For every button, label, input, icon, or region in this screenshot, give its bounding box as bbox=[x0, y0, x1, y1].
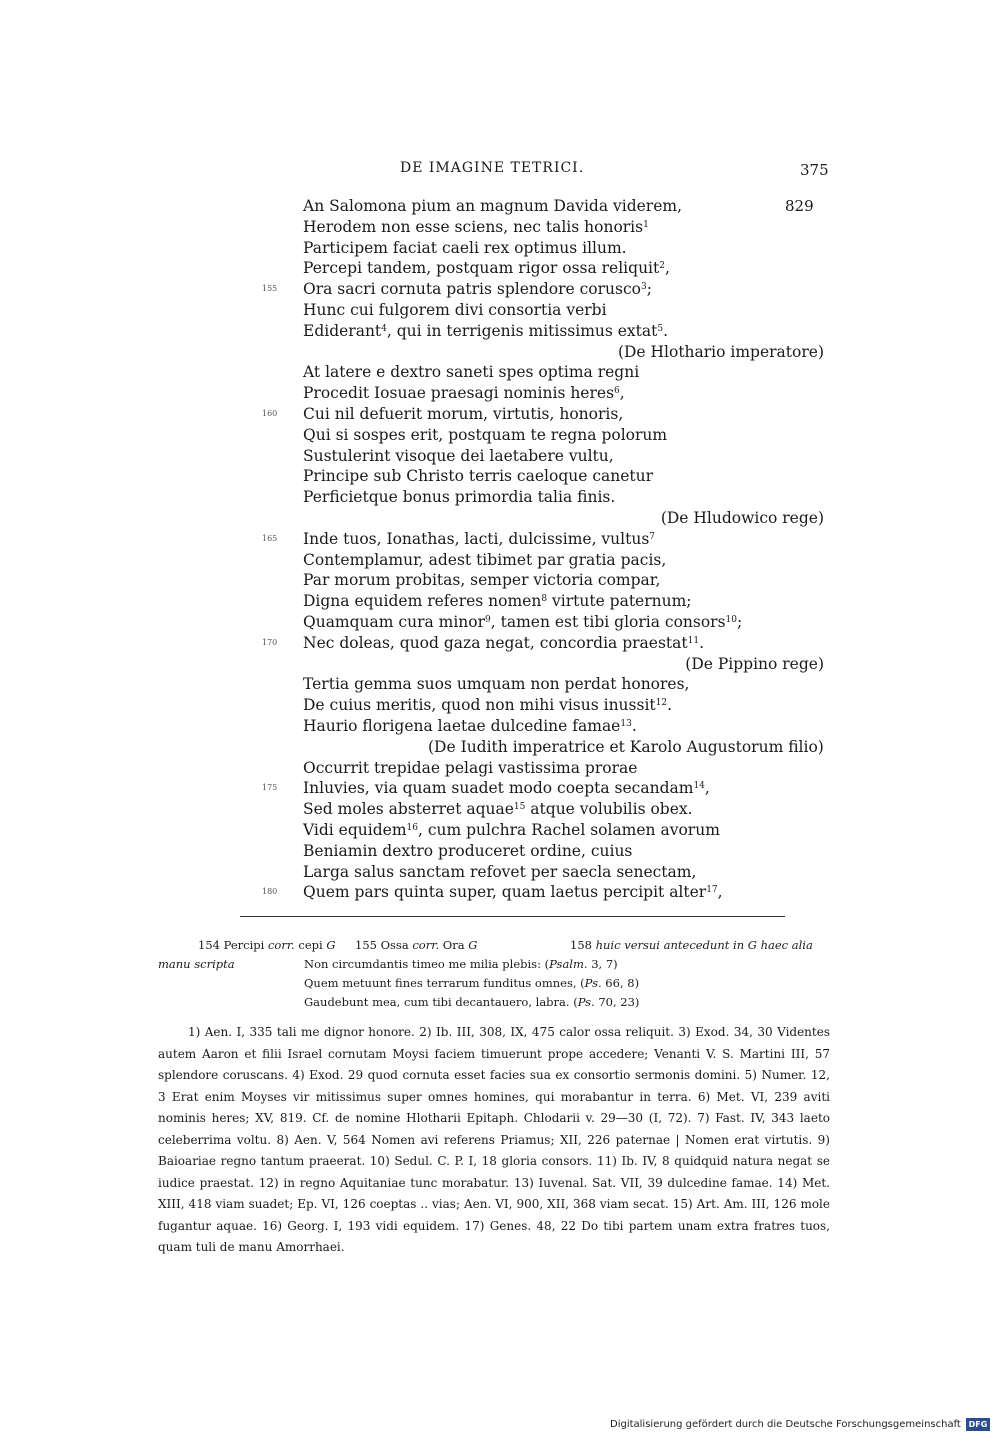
apparatus-quote: Quem metuunt fines terrarum funditus omnes, (Ps. 66, 8) bbox=[304, 976, 640, 990]
verse-text-tail: , bbox=[664, 259, 670, 278]
footnote-marker: 16 bbox=[406, 822, 418, 833]
dfg-logo-icon: DFG bbox=[966, 1418, 990, 1431]
verse-text: Quem pars quinta super, quam laetus percipit alter$^{17}$, bbox=[303, 883, 723, 902]
verse-text-tail: . bbox=[631, 716, 637, 735]
section-rubric bbox=[0, 508, 1000, 529]
verse-line bbox=[0, 383, 1000, 404]
verse-text: Digna equidem referes nomen$^8$ virtute paternum; bbox=[303, 592, 692, 611]
verse-text-tail: , bbox=[717, 883, 723, 902]
footnotes-text: 1) Aen. I, 335 tali me dignor honore. 2) Ib. III, 308, IX, 475 calor ossa reliquit. 3) Exod. 34, 30 Videntes autem Aaron et filii Israel cornutam Moysi faciem timuerunt prope accedere; Venanti V. S. Martini III, 57 splendore coruscans. 4) Exod. 29 quod cornuta esset facies sua ex consortio sermonis domini. 5) Numer. 12, 3 Erat enim Moyses vir mitissimus super omnes homines, qui morabantur in terra. 6) Met. VI, 239 aviti nominis heres; XV, 819. Cf. de nomine Hlotharii Epitaph. Chlodarii v. 29—30 (I, 72). 7) Fast. IV, 343 laeto celeberrima voltu. 8) Aen. V, 564 Nomen avi referens Priamus; XII, 226 paternae | Nomen erat virtutis. 9) Baioariae regno tantum praeerat. 10) Sedul. C. P. I, 18 gloria consors. 11) Ib. IV, 8 quidquid natura negat se iudice praestat. 12) in regno Aquitaniae tunc morabatur. 13) Iuvenal. Sat. VII, 39 dulcedine famae. 14) Met. XIII, 418 viam suadet; Ep. VI, 126 coeptas .. vias; Aen. VI, 900, XII, 368 viam secat. 15) Art. Am. III, 126 mole fugantur aquae. 16) Georg. I, 193 vidi equidem. 17) Genes. 48, 22 Do tibi partem unam extra fratres tuos, quam tuli de manu Amorrhaei. bbox=[158, 1025, 830, 1254]
apparatus-entry-155: 155 Ossa corr. Ora G bbox=[355, 938, 478, 952]
verse-line bbox=[0, 758, 1000, 779]
verse-text: Vidi equidem$^{16}$, cum pulchra Rachel solamen avorum bbox=[303, 820, 720, 839]
verse-text-tail: . bbox=[699, 633, 705, 652]
footnote-marker: 13 bbox=[620, 718, 632, 729]
footnote-marker: 10 bbox=[725, 614, 737, 625]
apparatus-entry-158: 158 huic versui antecedunt in G haec alia bbox=[570, 938, 813, 952]
line-number: 170 bbox=[262, 637, 278, 647]
verse-line bbox=[0, 591, 1000, 612]
verse-line bbox=[0, 841, 1000, 862]
apparatus-quote: Gaudebunt mea, cum tibi decantauero, labra. (Ps. 70, 23) bbox=[304, 995, 640, 1009]
footnote-rule bbox=[240, 916, 785, 917]
apparatus-row bbox=[158, 974, 838, 993]
rubric-text: (De Pippino rege) bbox=[685, 654, 824, 673]
verse-line bbox=[0, 279, 1000, 300]
rubric-text: (De Hludowico rege) bbox=[660, 508, 824, 527]
verse-line bbox=[0, 882, 1000, 903]
verse-line bbox=[0, 550, 1000, 571]
verse-text: Sustulerint visoque dei laetabere vultu, bbox=[303, 446, 614, 465]
verse-text-tail: ; bbox=[646, 280, 652, 299]
verse-text: Ora sacri cornuta patris splendore corusco$^3$; bbox=[303, 280, 652, 299]
apparatus-continuation: manu scripta bbox=[158, 957, 235, 971]
verse-line bbox=[0, 570, 1000, 591]
verse-line bbox=[0, 258, 1000, 279]
line-number: 175 bbox=[262, 783, 278, 793]
margin-number: 829 bbox=[785, 197, 814, 215]
verse-block bbox=[0, 196, 1000, 903]
footnote-marker: 14 bbox=[693, 781, 705, 792]
verse-text: An Salomona pium an magnum Davida viderem, bbox=[303, 197, 683, 215]
verse-text: Perficietque bonus primordia talia finis. bbox=[303, 488, 616, 507]
verse-text: At latere e dextro saneti spes optima regni bbox=[303, 363, 640, 382]
apparatus-row bbox=[158, 936, 838, 955]
verse-line bbox=[0, 466, 1000, 487]
verse-line bbox=[0, 217, 1000, 238]
footnote-marker: 3 bbox=[641, 282, 647, 293]
footnote-marker: 15 bbox=[513, 802, 526, 813]
verse-text: Procedit Iosuae praesagi nominis heres$^6$, bbox=[303, 384, 625, 403]
verse-text-tail: . bbox=[667, 696, 673, 715]
footnote-marker: 12 bbox=[655, 698, 668, 709]
verse-text: Qui si sospes erit, postquam te regna polorum bbox=[303, 425, 668, 444]
footnotes bbox=[158, 1022, 830, 1259]
verse-text: Haurio florigena laetae dulcedine famae$^{13}$. bbox=[303, 716, 637, 735]
verse-text: Beniamin dextro produceret ordine, cuius bbox=[303, 841, 633, 860]
verse-line bbox=[0, 300, 1000, 321]
verse-line bbox=[0, 716, 1000, 737]
verse-text: Inde tuos, Ionathas, lacti, dulcissime, vultus$^7$ bbox=[303, 529, 656, 548]
verse-text: Principe sub Christo terris caeloque canetur bbox=[303, 467, 654, 486]
verse-text: De cuius meritis, quod non mihi visus inussit$^{12}$. bbox=[303, 696, 673, 715]
verse-line bbox=[0, 362, 1000, 383]
footnote-marker: 2 bbox=[659, 261, 665, 272]
footnote-marker: 4 bbox=[381, 323, 387, 334]
verse-line bbox=[0, 404, 1000, 425]
verse-text-tail: , qui in terrigenis mitissimus extat bbox=[386, 321, 658, 340]
verse-text: Occurrit trepidae pelagi vastissima prorae bbox=[303, 758, 638, 777]
verse-text-tail: , bbox=[704, 779, 710, 798]
verse-line bbox=[0, 674, 1000, 695]
verse-line bbox=[0, 612, 1000, 633]
footnote-marker: 5 bbox=[657, 323, 664, 334]
verse-line bbox=[0, 196, 1000, 217]
section-rubric bbox=[0, 737, 1000, 758]
verse-text: Inluvies, via quam suadet modo coepta secandam$^{14}$, bbox=[303, 779, 710, 798]
critical-apparatus bbox=[158, 936, 838, 1012]
verse-text: Cui nil defuerit morum, virtutis, honoris, bbox=[303, 404, 624, 423]
footnote-marker: 1 bbox=[643, 219, 649, 230]
verse-line bbox=[0, 799, 1000, 820]
line-number: 160 bbox=[262, 408, 278, 418]
verse-line bbox=[0, 238, 1000, 259]
apparatus-quote: Non circumdantis timeo me milia plebis: (Psalm. 3, 7) bbox=[304, 957, 618, 971]
verse-text-tail: , bbox=[619, 384, 625, 403]
footnote-marker: 8 bbox=[541, 594, 548, 605]
verse-line bbox=[0, 446, 1000, 467]
verse-text-tail: atque volubilis obex. bbox=[525, 800, 693, 819]
verse-line bbox=[0, 695, 1000, 716]
verse-text: Nec doleas, quod gaza negat, concordia praestat$^{11}$. bbox=[303, 633, 705, 652]
verse-text: Hunc cui fulgorem divi consortia verbi bbox=[303, 300, 607, 319]
apparatus-entry-154: 154 Percipi corr. cepi G bbox=[198, 938, 336, 952]
section-rubric bbox=[0, 342, 1000, 363]
verse-line bbox=[0, 778, 1000, 799]
verse-text: Contemplamur, adest tibimet par gratia pacis, bbox=[303, 550, 667, 569]
verse-text: Participem faciat caeli rex optimus illum. bbox=[303, 238, 627, 257]
verse-text-tail: , tamen est tibi gloria consors bbox=[490, 612, 726, 631]
line-number: 155 bbox=[262, 284, 278, 294]
line-number: 180 bbox=[262, 887, 278, 897]
verse-text-tail: , cum pulchra Rachel solamen avorum bbox=[417, 820, 720, 839]
verse-line bbox=[0, 633, 1000, 654]
verse-text: Ediderant$^4$, qui in terrigenis mitissimus extat$^5$. bbox=[303, 321, 669, 340]
verse-text: Sed moles absterret aquae$^{15}$ atque volubilis obex. bbox=[303, 800, 693, 819]
footnote-marker: 9 bbox=[485, 614, 491, 625]
verse-text-tail: ; bbox=[737, 612, 743, 631]
rubric-text: (De Hlothario imperatore) bbox=[617, 342, 824, 361]
verse-text: Larga salus sanctam refovet per saecla senectam, bbox=[303, 862, 697, 881]
verse-text: Quamquam cura minor$^9$, tamen est tibi gloria consors$^{10}$; bbox=[303, 612, 743, 631]
verse-text-tail: virtute paternum; bbox=[547, 592, 692, 611]
apparatus-row bbox=[158, 993, 838, 1012]
verse-line bbox=[0, 529, 1000, 550]
footnote-marker: 11 bbox=[687, 635, 700, 646]
section-rubric bbox=[0, 654, 1000, 675]
verse-line bbox=[0, 820, 1000, 841]
digitization-credit: Digitalisierung gefördert durch die Deutsche Forschungsgemeinschaft bbox=[610, 1419, 961, 1430]
footnote-marker: 6 bbox=[614, 386, 620, 397]
verse-text: Par morum probitas, semper victoria compar, bbox=[303, 571, 661, 590]
line-number: 165 bbox=[262, 533, 278, 543]
verse-text: Percepi tandem, postquam rigor ossa reliquit$^2$, bbox=[303, 259, 670, 278]
apparatus-row bbox=[158, 955, 838, 974]
verse-line bbox=[0, 321, 1000, 342]
footnote-marker: 17 bbox=[706, 885, 718, 896]
verse-line bbox=[0, 425, 1000, 446]
page-number: 375 bbox=[800, 161, 829, 179]
footnote-marker: 7 bbox=[649, 531, 656, 542]
rubric-text: (De Iudith imperatrice et Karolo Augustorum filio) bbox=[428, 737, 824, 756]
verse-line bbox=[0, 487, 1000, 508]
verse-line bbox=[0, 862, 1000, 883]
running-head: DE IMAGINE TETRICI. bbox=[400, 160, 585, 176]
verse-text: Herodem non esse sciens, nec talis honoris$^1$ bbox=[303, 217, 649, 236]
verse-text-tail: . bbox=[663, 321, 669, 340]
verse-text: Tertia gemma suos umquam non perdat honores, bbox=[303, 675, 690, 694]
